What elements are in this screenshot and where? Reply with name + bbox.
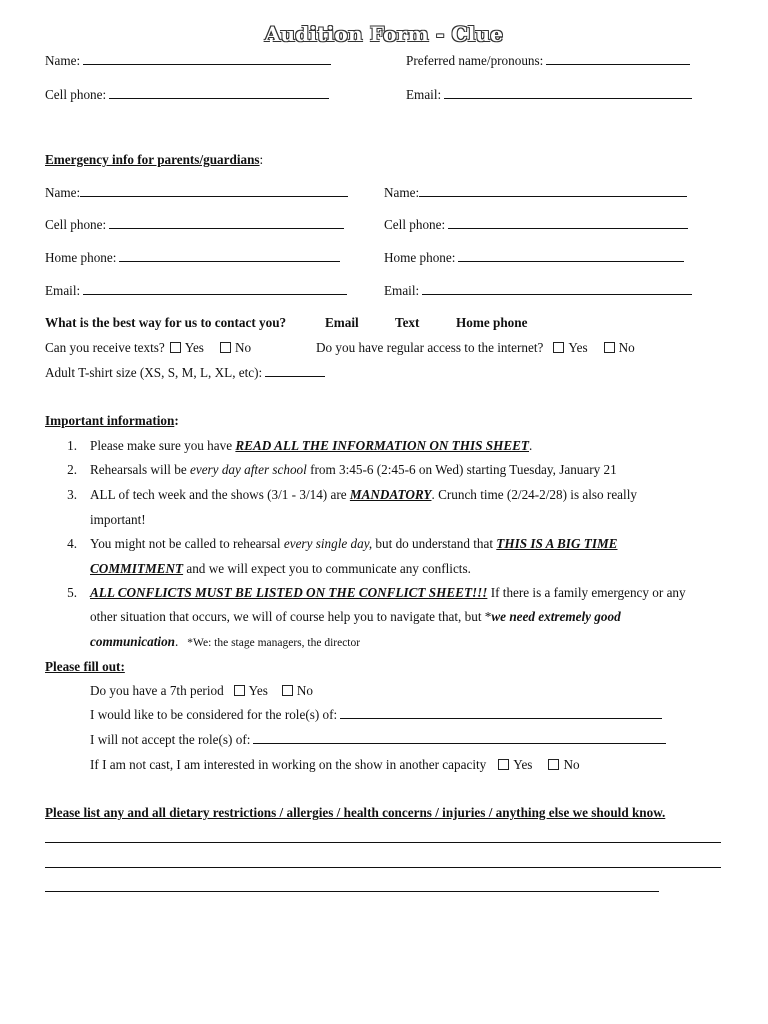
internet-no-label: No — [618, 340, 635, 355]
capacity-question-row — [90, 757, 580, 773]
student-name-line[interactable] — [83, 54, 331, 65]
roles-refused-label: I will not accept the role(s) of: — [90, 732, 251, 747]
texts-yes-checkbox[interactable] — [170, 342, 181, 353]
fill-heading: Please fill out: — [45, 659, 125, 674]
period-yes-checkbox[interactable] — [234, 685, 245, 696]
guardian1-home-label: Home phone: — [45, 250, 117, 265]
dietary-answer-line[interactable] — [45, 891, 659, 892]
info-item-5-cont2: communication. *We: the stage managers, the director — [90, 634, 361, 649]
period-no-checkbox[interactable] — [282, 685, 293, 696]
info-item-1: Please make sure you have READ ALL THE INFORMATION ON THIS SHEET. — [90, 438, 533, 453]
guardian2-home-line[interactable] — [458, 251, 684, 262]
tshirt-field[interactable] — [45, 365, 325, 381]
list-number: 4. — [67, 536, 77, 551]
guardian2-email-field[interactable] — [384, 283, 692, 299]
tshirt-line[interactable] — [265, 366, 325, 377]
info-item-4: You might not be called to rehearsal every single day, but do understand that THIS IS A BIG TIME — [90, 536, 618, 551]
period-yes-label: Yes — [248, 683, 268, 698]
guardian2-home-field[interactable] — [384, 250, 684, 266]
guardian1-email-line[interactable] — [83, 284, 347, 295]
texts-question-row — [45, 340, 251, 356]
guardian2-cell-line[interactable] — [448, 218, 688, 229]
student-email-line[interactable] — [444, 88, 692, 99]
list-number: 3. — [67, 487, 77, 502]
info-item-5-cont: other situation that occurs, we will of course help you to navigate that, but *we need extremely good — [90, 609, 621, 624]
internet-yes-label: Yes — [568, 340, 588, 355]
guardian2-cell-label: Cell phone: — [384, 217, 446, 232]
dietary-answer-line[interactable] — [45, 867, 721, 868]
student-name-field[interactable] — [45, 53, 331, 69]
guardian1-name-line[interactable] — [80, 186, 348, 197]
guardian1-name-label: Name: — [45, 185, 81, 200]
tshirt-label: Adult T-shirt size (XS, S, M, L, XL, etc): — [45, 365, 263, 380]
student-cell-field[interactable] — [45, 87, 329, 103]
period-question: Do you have a 7th period — [90, 683, 224, 698]
guardian2-email-label: Email: — [384, 283, 420, 298]
contact-option-text[interactable]: Text — [395, 315, 420, 330]
guardian1-email-field[interactable] — [45, 283, 347, 299]
info-item-5: ALL CONFLICTS MUST BE LISTED ON THE CONFLICT SHEET!!! If there is a family emergency or any — [90, 585, 686, 600]
internet-question-row — [316, 340, 635, 356]
guardian2-name-label: Name: — [384, 185, 420, 200]
list-number: 1. — [67, 438, 77, 453]
internet-yes-checkbox[interactable] — [553, 342, 564, 353]
guardian1-cell-label: Cell phone: — [45, 217, 107, 232]
texts-yes-label: Yes — [184, 340, 204, 355]
guardian2-email-line[interactable] — [422, 284, 692, 295]
info-item-4-cont: COMMITMENT and we will expect you to communicate any conflicts. — [90, 561, 471, 576]
capacity-yes-label: Yes — [513, 757, 533, 772]
internet-question: Do you have regular access to the internet? — [316, 340, 544, 355]
guardian1-email-label: Email: — [45, 283, 81, 298]
capacity-yes-checkbox[interactable] — [498, 759, 509, 770]
guardian1-home-field[interactable] — [45, 250, 340, 266]
internet-no-checkbox[interactable] — [604, 342, 615, 353]
preferred-name-field[interactable] — [406, 53, 690, 69]
info-item-3: ALL of tech week and the shows (3/1 - 3/14) are MANDATORY. Crunch time (2/24-2/28) is also really — [90, 487, 637, 502]
dietary-answer-line[interactable] — [45, 842, 721, 843]
student-cell-label: Cell phone: — [45, 87, 107, 102]
student-email-label: Email: — [406, 87, 442, 102]
info-heading: Important information: — [45, 413, 179, 428]
emergency-heading: Emergency info for parents/guardians: — [45, 152, 264, 167]
guardian1-cell-line[interactable] — [109, 218, 344, 229]
texts-question: Can you receive texts? — [45, 340, 165, 355]
form-title: Audition Form - Clue — [264, 22, 504, 46]
contact-question: What is the best way for us to contact you? — [45, 315, 287, 330]
guardian1-name-field[interactable] — [45, 185, 348, 201]
roles-refused-field[interactable] — [90, 732, 666, 748]
student-email-field[interactable] — [406, 87, 692, 103]
we-note: *We: the stage managers, the director — [187, 637, 361, 649]
dietary-heading: Please list any and all dietary restrictions / allergies / health concerns / injuries / anything else we should know. — [45, 805, 666, 820]
guardian2-home-label: Home phone: — [384, 250, 456, 265]
contact-option-email[interactable]: Email — [325, 315, 359, 330]
preferred-name-line[interactable] — [546, 54, 690, 65]
roles-wanted-field[interactable] — [90, 707, 662, 723]
roles-wanted-line[interactable] — [340, 708, 662, 719]
guardian2-name-field[interactable] — [384, 185, 687, 201]
texts-no-label: No — [234, 340, 252, 355]
capacity-question: If I am not cast, I am interested in working on the show in another capacity — [90, 757, 487, 772]
period-question-row — [90, 683, 313, 699]
capacity-no-checkbox[interactable] — [548, 759, 559, 770]
texts-no-checkbox[interactable] — [220, 342, 231, 353]
contact-option-home-phone[interactable]: Home phone — [456, 315, 528, 330]
guardian1-cell-field[interactable] — [45, 217, 344, 233]
roles-refused-line[interactable] — [253, 733, 666, 744]
capacity-no-label: No — [563, 757, 580, 772]
info-item-3-cont: important! — [90, 512, 146, 527]
student-name-label: Name: — [45, 53, 81, 68]
list-number: 2. — [67, 462, 77, 477]
period-no-label: No — [296, 683, 313, 698]
roles-wanted-label: I would like to be considered for the role(s) of: — [90, 707, 338, 722]
guardian2-name-line[interactable] — [419, 186, 687, 197]
preferred-name-label: Preferred name/pronouns: — [406, 53, 544, 68]
info-item-2: Rehearsals will be every day after school from 3:45-6 (2:45-6 on Wed) starting Tuesday, January 21 — [90, 462, 617, 477]
guardian2-cell-field[interactable] — [384, 217, 688, 233]
guardian1-home-line[interactable] — [119, 251, 340, 262]
student-cell-line[interactable] — [109, 88, 329, 99]
list-number: 5. — [67, 585, 77, 600]
